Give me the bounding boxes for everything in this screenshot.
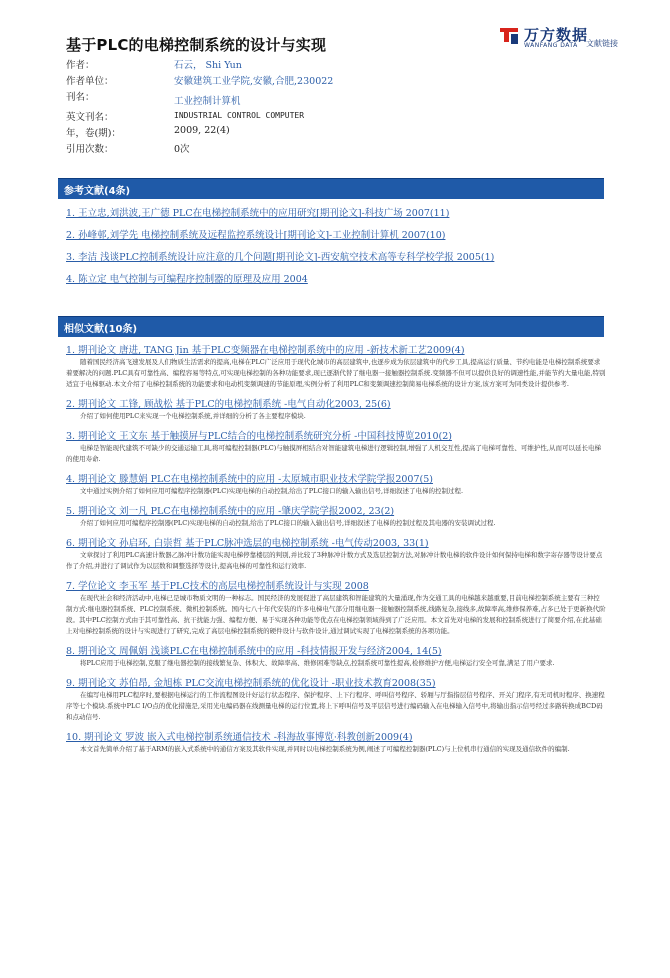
meta-journal-en	[66, 109, 606, 125]
wanfang-logo[interactable]	[498, 24, 628, 50]
similar-abstract: 本文首先简单介绍了基于ARM的嵌入式系统中的通信方案及其软件实现,并同时以电梯控制系统为例,阐述了可编程控制器(PLC)与上位机串行通信的实现及通信软件的编制.	[80, 745, 570, 753]
meta-label: 引用次数：	[66, 144, 114, 155]
literature-link[interactable]: 文献链接	[586, 39, 618, 48]
similar-title-link[interactable]: 10. 期刊论文 罗波 嵌入式电梯控制系统通信技术 -科海故事博览·科教创新2009(4)	[66, 732, 413, 743]
similar-abstract: 介绍了如何使用PLC来实现一个电梯控制系统,并详细的分析了各主要程序模块.	[80, 412, 306, 420]
reference-link[interactable]: 1. 王立忠,刘洪波,王广德 PLC在电梯控制系统中的应用研究[期刊论文]-科技广场 2007(11)	[66, 208, 450, 219]
similar-title-link[interactable]: 3. 期刊论文 王文东 基于触摸屏与PLC结合的电梯控制系统研究分析 -中国科技博览2010(2)	[66, 431, 452, 442]
page-title: 基于PLC的电梯控制系统的设计与实现	[66, 36, 327, 54]
reference-item[interactable]	[66, 227, 606, 249]
similar-abstract: 介绍了如何应用可编程序控制器(PLC)实现电梯的自动控制,给出了PLC接口的输入输出信号,详细叙述了电梯的控制过程及其电器的安装调试过程.	[80, 519, 496, 527]
journal-link[interactable]: 工业控制计算机	[174, 96, 241, 107]
similar-header-label: 相似文献(10条)	[64, 324, 138, 335]
meta-label: 作者：	[66, 60, 95, 71]
affiliation-link[interactable]: 安徽建筑工业学院,安徽,合肥,230022	[174, 76, 334, 87]
similar-header	[58, 316, 604, 337]
reference-item[interactable]	[66, 205, 606, 227]
similar-item	[66, 503, 606, 529]
logo-sub: WANFANG DATA	[524, 42, 578, 49]
meta-label: 年，卷(期)：	[66, 128, 121, 139]
similar-title-link[interactable]: 4. 期刊论文 滕慧娟 PLC在电梯控制系统中的应用 -太原城市职业技术学院学报2007(5)	[66, 474, 433, 485]
meta-label: 英文刊名：	[66, 112, 114, 123]
similar-title-link[interactable]: 9. 期刊论文 苏伯昂, 金旭栋 PLC交流电梯控制系统的优化设计 -职业技术教育2008(35)	[66, 678, 436, 689]
similar-title-link[interactable]: 2. 期刊论文 工锋, 顾战松 基于PLC的电梯控制系统 -电气自动化2003, 25(6)	[66, 399, 391, 410]
similar-item	[66, 643, 606, 669]
similar-title-link[interactable]: 7. 学位论文 李玉军 基于PLC技术的高层电梯控制系统设计与实现 2008	[66, 581, 369, 592]
similar-title-link[interactable]: 1. 期刊论文 唐进, TANG Jin 基于PLC变频器在电梯控制系统中的应用 -新技术新工艺2009(4)	[66, 345, 465, 356]
similar-item	[66, 396, 606, 422]
meta-citations	[66, 141, 606, 157]
year-value: 2009, 22(4)	[174, 125, 230, 136]
logo-brand: 万方数据	[524, 26, 589, 44]
reference-item[interactable]	[66, 249, 606, 271]
reference-link[interactable]: 2. 孙峰邨,刘学先 电梯控制系统及远程监控系统设计[期刊论文]-工业控制计算机 2007(10)	[66, 230, 446, 241]
similar-abstract: 文章探讨了利用PLC高速计数器乙脉冲计数功能实现电梯停靠楼层的判别,并比较了3种脉冲计数方式及选层控制方法,对脉冲计数电梯的软件设计如何保持电梯和数字寄存器等设计要点作了介绍,并进行了调试作为以层数和调整选择等设计,提高电梯的可靠性和运行效率.	[66, 551, 603, 570]
similar-item	[66, 535, 606, 572]
similar-abstract: 电梯是智能现代建筑不可缺少的交通运输工具,将可编程控制器(PLC)与触摸屏相结合对智能建筑电梯进行逻辑控制,增强了人机交互性,提高了电梯可靠性、可维护性,从而可以延长电梯的使用寿命.	[66, 444, 601, 463]
reference-link[interactable]: 3. 李洁 浅谈PLC控制系统设计应注意的几个问题[期刊论文]-西安航空技术高等专科学校学报 2005(1)	[66, 252, 495, 263]
meta-affiliation	[66, 73, 606, 89]
similar-abstract: 随着国民经济高飞速发展及人们物质生活需求的提高,电梯在PLC广泛应用于现代化城市的高层建筑中,也逐步成为依层建筑中的代步工具,提高运行质量、节约电能是电梯控制系统要求着要解决的问题.PLC具有可靠性高、编程容易等特点,可实现电梯控制的各种功能要求,现已逐渐代替了继电器一接触器控制系统.变频器不但可以提供良好的调速性能,并能节约大量电能,特别适宜于电梯驱动.本文介绍了电梯控制系统的功能要求和电动机变频调速的节能原理,实例分析了利用PLC和变频调速控制简易电梯系统的设计方案,该方案可为同类设计提供参考.	[66, 358, 606, 388]
similar-title-link[interactable]: 5. 期刊论文 刘一凡 PLC在电梯控制系统中的应用 -肇庆学院学报2002, 23(2)	[66, 506, 395, 517]
meta-label: 刊名：	[66, 92, 95, 103]
similar-abstract: 文中通过实例介绍了如何应用可编程序控制器(PLC)实现电梯的自动控制,给出了PLC接口的输入输出信号,详细叙述了电梯的控制过程.	[80, 487, 464, 495]
journal-en-value: INDUSTRIAL CONTROL COMPUTER	[174, 111, 305, 120]
meta-label: 作者单位：	[66, 76, 114, 87]
similar-item	[66, 675, 606, 723]
similar-item	[66, 428, 606, 465]
similar-abstract: 在编写电梯用PLC程序时,要根据电梯运行的工作流程图设计好运行状态程序、保护程序、上下行程序、呼叫信号程序、轿厢与厅指指层信号程序、开关门程序,有无司机时程序、换速程序等七个模块.系统中PLC I/O点的优化措施是,采用光电编码器在线测量电梯的运行位置,将上下呼叫信号及平层信号进行编码输入在电梯输入信号中,将输出指示信号经过多路转换成BCD码和点动信号.	[66, 691, 605, 721]
similar-list	[66, 342, 606, 761]
similar-abstract: 将PLC应用于电梯控制,克服了继电器控制的接线繁复杂、体积大、故障率高、维修困难等缺点,控制系统可靠性提高,检修维护方便,电梯运行安全可靠,满足了用户要求.	[80, 659, 555, 667]
wanfang-logo-icon	[498, 24, 520, 46]
similar-title-link[interactable]: 8. 期刊论文 周佩娟 浅谈PLC在电梯控制系统中的应用 -科技情报开发与经济2004, 14(5)	[66, 646, 442, 657]
author-link[interactable]: 石云， Shi Yun	[174, 60, 242, 71]
reference-link[interactable]: 4. 陈立定 电气控制与可编程序控制器的原理及应用 2004	[66, 274, 308, 285]
similar-item	[66, 729, 606, 755]
similar-item	[66, 342, 606, 390]
similar-title-link[interactable]: 6. 期刊论文 孙启环, 白崇哲 基于PLC脉冲选层的电梯控制系统 -电气传动2003, 33(1)	[66, 538, 429, 549]
references-header-label: 参考文献(4条)	[64, 186, 131, 197]
meta-journal	[66, 89, 606, 105]
meta-year	[66, 125, 606, 141]
similar-abstract: 在现代社会和经济活动中,电梯已是城市物质文明的一种标志。国民经济的发展促进了高层建筑和智能建筑的大量涌现,作为交通工具的电梯越来越重要,目前电梯控制系统主要有三种控制方式:继电器控制系统、PLC控制系统、微机控制系统。国内七八十年代安装的许多电梯电气部分用继电器一接触器控制系统,线路复杂,接线多,故障率高,维修保养难,占多已处于更新换代阶段。其中PLC控制方式由于其可靠性高、抗干扰能力强、编程方便、易于实现各种功能等优点在电梯控制领域得到了广泛应用。本文首先对电梯的发展和控制系统进行了简要介绍,在此基础上对电梯控制系统的设计与实现进行了研究,完成了高层电梯控制系统的硬件设计与软件设计,通过调试实现了电梯控制系统的各项功能。	[66, 594, 606, 635]
references-header	[58, 178, 604, 199]
meta-block	[66, 57, 606, 157]
meta-author	[66, 57, 606, 73]
references-list	[66, 205, 606, 293]
similar-item	[66, 578, 606, 637]
reference-item[interactable]	[66, 271, 606, 293]
similar-item	[66, 471, 606, 497]
citations-value: 0次	[174, 144, 190, 155]
